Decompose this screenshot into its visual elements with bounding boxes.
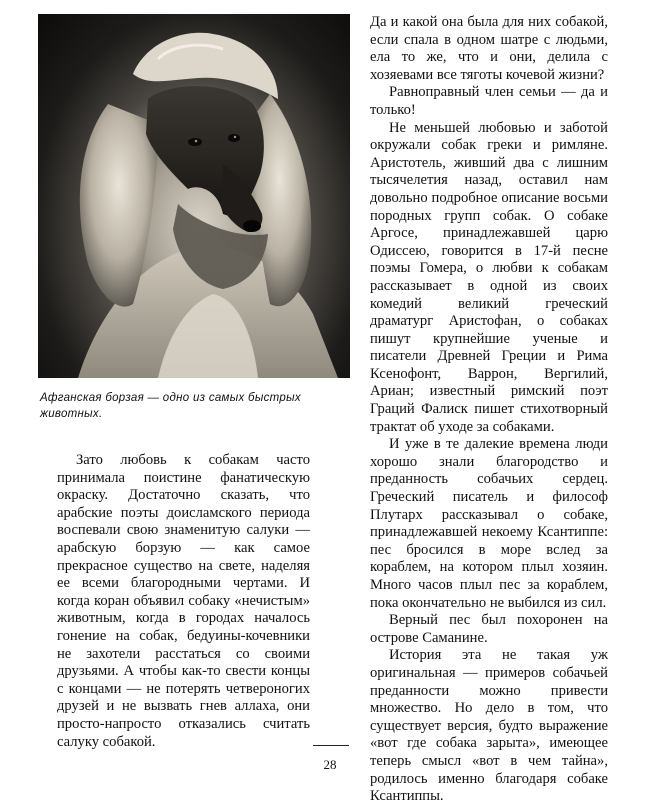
paragraph: Верный пес был похоронен на острове Саманине. — [370, 612, 608, 646]
page-number: 28 — [323, 757, 337, 772]
paragraph: И уже в те далекие времена люди хорошо знали благородство и преданность собачьих сердец. Греческий писатель и философ Плутарх рассказывал о собаке, принадлежавшей некоему Ксантиппе: пес бросился в море вслед за кораблем, на котором плыл хозяин. Много часов плыл пес за кораблем, пока окончательно не выбился из сил. — [370, 436, 608, 611]
left-text-column — [57, 452, 310, 751]
afghan-hound-illustration — [38, 14, 350, 378]
paragraph: Зато любовь к собакам часто принимала поистине фанатическую окраску. Достаточно сказать, что арабские поэты доисламского периода воспевали свою знаменитую салуки — арабскую борзую — как самое прекрасное существо на свете, наделяя ее всеми благородными чертами. И когда коран объявил собаку «нечистым» животным, когда в городах началось гонение на собак, бедуины-кочевники не захотели расстаться со своими друзьями. А чтобы как-то свести концы с концами — не потерять четвероногих друзей и не вызвать гнев аллаха, они просто-напросто отказались считать салуку собакой. — [57, 452, 310, 750]
paragraph: Да и какой она была для них собакой, если спала в одном шатре с людьми, ела то же, что и они, делила с хозяевами все тяготы кочевой жизни? — [370, 14, 608, 83]
right-text-column — [370, 14, 608, 806]
paragraph: Равноправный член семьи — да и только! — [370, 84, 608, 118]
afghan-hound-photo — [38, 14, 350, 378]
paragraph: Не меньшей любовью и заботой окружали собак греки и римляне. Аристотель, живший два с лишним тысячелетия назад, оставил нам довольно подробное описание восьми породных групп собак. О собаке Аргосе, принадлежавшей царю Одиссею, говорится в 17-й песне поэмы Гомера, о любви к собакам рассказывает в одной из своих комедий великий греческий драматург Аристофан, о собаках пишут крупнейшие ученые и писатели Древней Греции и Рима Ксенофонт, Варрон, Вергилий, Ариан; известный римский поэт Граций Фалиск пишет стихотворный трактат об уходе за собаками. — [370, 119, 608, 435]
page-number-rule — [313, 745, 349, 746]
figure-caption: Афганская борзая — одно из самых быстрых животных. — [40, 392, 301, 420]
paragraph: История эта не такая уж оригинальная — примеров собачьей преданности можно привести множество. Но дело в том, что существует версия, будто выражение «вот где собака зарыта», имеющее теперь смысл «вот в чем тайна», родилось именно благодаря собаке Ксантиппы. — [370, 647, 608, 805]
